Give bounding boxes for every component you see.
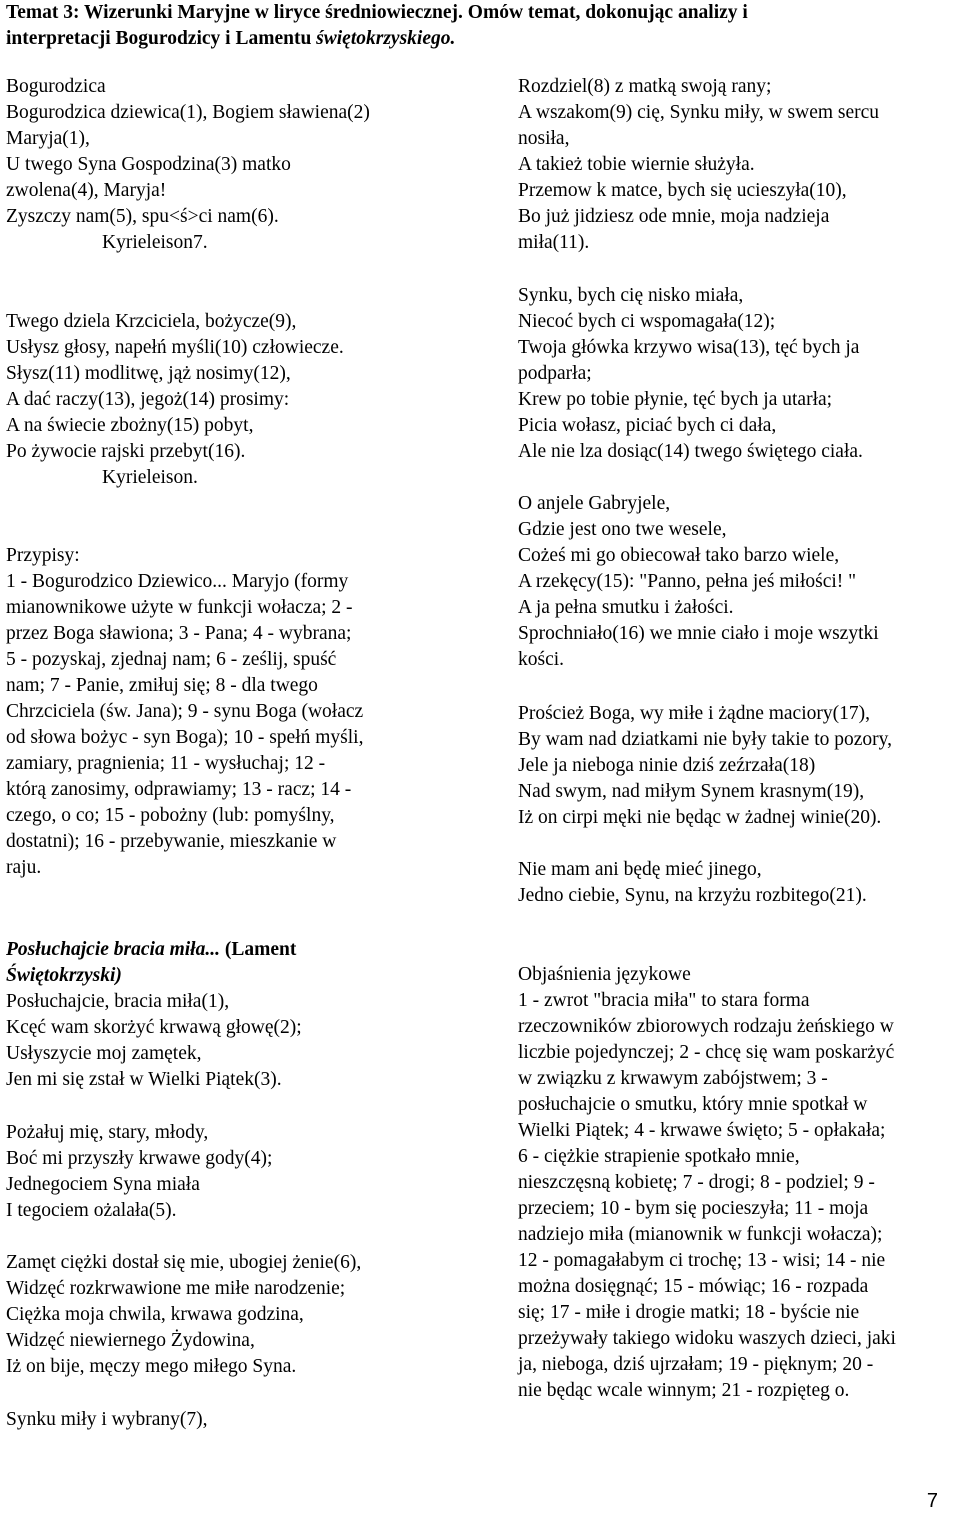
refrain: Kyrieleison. [102,467,198,488]
lament-right-stanza-1 [518,74,958,256]
verse-line: Jen mi się zstał w Wielki Piątek(3). [6,1069,282,1090]
note-line: 1 - zwrot "bracia miła" to stara forma [518,990,810,1011]
verse-line: A na świecie zbożny(15) pobyt, [6,415,254,436]
footnote-line: którą zanosimy, odprawiamy; 13 - racz; 14 - [6,779,352,800]
note-line: nie będąc wcale winnym; 21 - rozpięteg o. [518,1380,850,1401]
verse-line: Przemow k matce, bych się ucieszyła(10), [518,180,847,201]
footnotes-heading: Przypisy: [6,545,80,566]
verse-line: Krew po tobie płynie, tęć bych ja utarła; [518,389,833,410]
note-line: 12 - pomagałabym ci trochę; 13 - wisi; 14 - nie [518,1250,886,1271]
verse-line: miła(11). [518,232,590,253]
verse-line: Pożałuj mię, stary, młody, [6,1122,209,1143]
footnote-line: czego, o co; 15 - pobożny (lub: pomyślny, [6,805,335,826]
verse-line: A ja pełna smutku i żałości. [518,597,734,618]
verse-line: zwolena(4), Maryja! [6,180,167,201]
verse-line: Bogurodzica dziewica(1), Bogiem sławiena(2) [6,102,370,123]
verse-line: Twoja główka krzywo wisa(13), tęć bych ja [518,337,860,358]
footnote-line: od słowa bożyc - syn Boga); 10 - spełń myśli, [6,727,364,748]
verse-line: Niecoć bych ci wspomagała(12); [518,311,776,332]
page-title [6,0,946,52]
lament-right-stanza-3 [518,491,958,673]
footnote-line: 5 - pozyskaj, zjednaj nam; 6 - ześlij, spuść [6,649,337,670]
footnote-line: mianownikowe użyte w funkcji wołacza; 2 - [6,597,353,618]
note-line: 6 - ciężkie strapienie spotkało mnie, [518,1146,800,1167]
verse-line: Posłuchajcie, bracia miła(1), [6,991,230,1012]
note-line: Wielki Piątek; 4 - krwawe święto; 5 - opłakała; [518,1120,886,1141]
bogurodzica-stanza-2 [6,309,426,491]
lament-heading-paren: (Lament [219,939,297,960]
verse-line: A wszakom(9) cię, Synku miły, w swem sercu [518,102,880,123]
verse-line: Iż on bije, męczy mego miłego Syna. [6,1356,297,1377]
verse-line: Cożeś mi go obiecował tako barzo wiele, [518,545,840,566]
lament-stanza-3 [6,1250,426,1380]
lament-stanza-2 [6,1120,426,1224]
title-line-2 [6,26,946,52]
notes-heading: Objaśnienia językowe [518,964,691,985]
verse-line: Zamęt ciężki dostał się mie, ubogiej żenie(6), [6,1252,362,1273]
lament-stanza-1 [6,937,426,1093]
note-line: w związku z krwawym zabójstwem; 3 - [518,1068,828,1089]
verse-line: Jele ja nieboga ninie dziś zeźrzała(18) [518,755,816,776]
footnote-line: nam; 7 - Panie, zmiłuj się; 8 - dla twego [6,675,318,696]
verse-line: Słysz(11) modlitwę, jąż nosimy(12), [6,363,291,384]
verse-line: Ciężka moja chwila, krwawa godzina, [6,1304,304,1325]
verse-line: Widzęć niewiernego Żydowina, [6,1330,255,1351]
footnote-line: zamiary, pragnienia; 11 - wysłuchaj; 12 - [6,753,326,774]
verse-line: Bo już jidziesz ode mnie, moja nadzieja [518,206,830,227]
verse-line: Synku miły i wybrany(7), [6,1409,208,1430]
verse-line: U twego Syna Gospodzina(3) matko [6,154,291,175]
lament-right-stanza-2 [518,283,958,465]
lament-notes [518,962,958,1404]
verse-line: Zyszczy nam(5), spu<ś>ci nam(6). [6,206,279,227]
bogurodzica-footnotes [6,543,426,881]
verse-line: nosiła, [518,128,570,149]
verse-line: Rozdziel(8) z matką swoją rany; [518,76,772,97]
note-line: przeciem; 10 - bym się pocieszyła; 11 - moja [518,1198,869,1219]
verse-line: Jedno ciebie, Synu, na krzyżu rozbitego(21). [518,885,867,906]
verse-line: kości. [518,649,565,670]
verse-line: Maryja(1), [6,128,90,149]
note-line: nadziejo miła (mianownik w funkcji wołacza); [518,1224,883,1245]
page-number: 7 [926,1490,938,1512]
lament-right-stanza-5 [518,857,958,909]
footnote-line: 1 - Bogurodzico Dziewico... Maryjo (formy [6,571,349,592]
lament-heading-title: Posłuchajcie bracia miła... [6,939,220,960]
verse-line: By wam nad dziatkami nie były takie to pozory, [518,729,893,750]
title-line-2-italic: świętokrzyskiego. [316,28,456,49]
verse-line: O anjele Gabryjele, [518,493,671,514]
verse-line: Ale nie lza dosiąc(14) twego świętego ciała. [518,441,863,462]
bogurodzica-heading: Bogurodzica [6,76,106,97]
lament-stanza-4 [6,1407,426,1433]
verse-line: Widzęć rozkrwawione me miłe narodzenie; [6,1278,346,1299]
verse-line: A rzekęcy(15): "Panno, pełna jeś miłości! " [518,571,857,592]
verse-line: I tegociem ożalała(5). [6,1200,177,1221]
title-line-2-text: interpretacji Bogurodzicy i Lamentu [6,28,317,49]
verse-line: Boć mi przyszły krwawe gody(4); [6,1148,273,1169]
note-line: można dosięgnąć; 15 - mówiąc; 16 - rozpada [518,1276,869,1297]
footnote-line: dostatni); 16 - przebywanie, mieszkanie w [6,831,337,852]
verse-line: Picia wołasz, piciać bych ci dała, [518,415,777,436]
verse-line: Nie mam ani będę mieć jinego, [518,859,762,880]
verse-line: podparła; [518,363,592,384]
verse-line: Usłyszycie moj zamętek, [6,1043,202,1064]
lament-heading-cont: Świętokrzyski) [6,965,122,986]
footnote-line: raju. [6,857,42,878]
verse-line: Gdzie jest ono twe wesele, [518,519,727,540]
note-line: przeżywały takiego widoku waszych dzieci, jaki [518,1328,896,1349]
note-line: nieszczęsną kobietę; 7 - drogi; 8 - podziel; 9 - [518,1172,875,1193]
title-line-1: Temat 3: Wizerunki Maryjne w liryce średniowiecznej. Omów temat, dokonując analizy i [6,2,748,23]
verse-line: A takież tobie wiernie służyła. [518,154,755,175]
lament-heading [6,937,426,963]
verse-line: Jednegociem Syna miała [6,1174,200,1195]
note-line: rzeczowników zbiorowych rodzaju żeńskiego w [518,1016,894,1037]
verse-line: Usłysz głosy, napełń myśli(10) człowiecze. [6,337,344,358]
verse-line: Iż on cirpi męki nie będąc w żadnej winie(20). [518,807,882,828]
footnote-line: Chrzciciela (św. Jana); 9 - synu Boga (wołacz [6,701,364,722]
verse-line: Sprochniało(16) we mnie ciało i moje wszytki [518,623,879,644]
note-line: posłuchajcie o smutku, który mnie spotkał w [518,1094,868,1115]
verse-line: Proścież Boga, wy miłe i żądne maciory(17), [518,703,870,724]
note-line: liczbie pojedynczej; 2 - chcę się wam poskarżyć [518,1042,895,1063]
note-line: ja, nieboga, dziś ujrzałam; 19 - pięknym; 20 - [518,1354,874,1375]
note-line: się; 17 - miłe i drogie matki; 18 - byście nie [518,1302,860,1323]
verse-line: A dać raczy(13), jegoż(14) prosimy: [6,389,290,410]
refrain: Kyrieleison7. [102,232,208,253]
lament-right-stanza-4 [518,701,958,831]
verse-line: Po żywocie rajski przebyt(16). [6,441,246,462]
bogurodzica-stanza-1 [6,74,426,256]
verse-line: Kcęć wam skorżyć krwawą głowę(2); [6,1017,302,1038]
verse-line: Twego dziela Krzciciela, bożycze(9), [6,311,297,332]
verse-line: Synku, bych cię nisko miała, [518,285,744,306]
footnote-line: przez Boga sławiona; 3 - Pana; 4 - wybrana; [6,623,352,644]
verse-line: Nad swym, nad miłym Synem krasnym(19), [518,781,865,802]
